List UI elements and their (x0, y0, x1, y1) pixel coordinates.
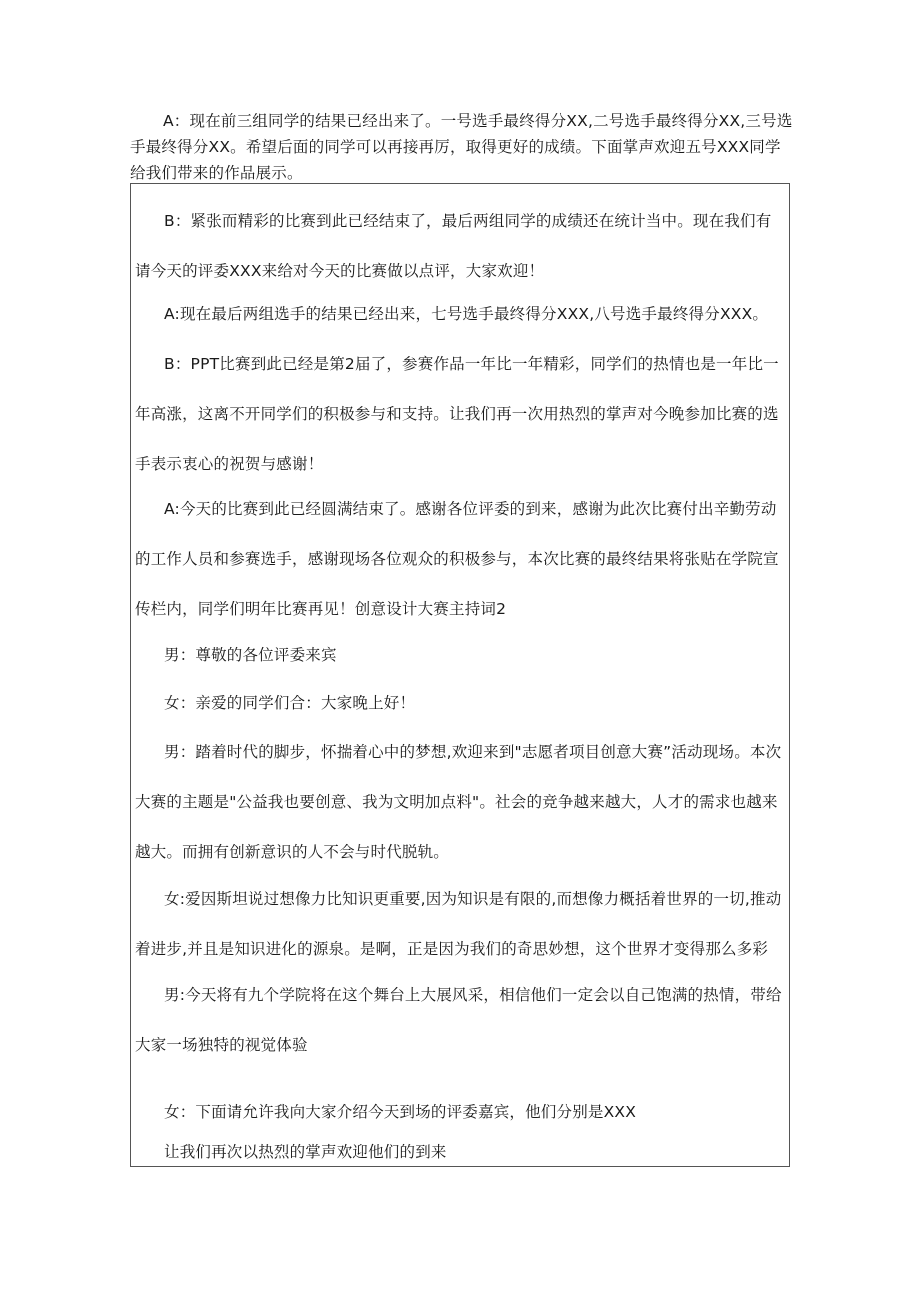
script-box (130, 183, 790, 1167)
paragraph-male-welcome: 男：尊敬的各位评委来宾 (164, 646, 337, 664)
paragraph-male-theme: 男：踏着时代的脚步，怀揣着心中的梦想,欢迎来到"志愿者项目创意大赛”活动现场。本次大赛的主题是"公益我也要创意、我为文明加点料"。社会的竞争越来越大，人才的需求也越来越大。而拥有创新意识的人不会与时代脱轨。 (135, 743, 782, 861)
paragraph-b-judges: B：紧张而精彩的比赛到此已经结束了，最后两组同学的成绩还在统计当中。现在我们有请今天的评委XXX来给对今天的比赛做以点评，大家欢迎！ (135, 212, 772, 280)
intro-paragraph: A：现在前三组同学的结果已经出来了。一号选手最终得分XX,二号选手最终得分XX,三号选手最终得分XX。希望后面的同学可以再接再厉，取得更好的成绩。下面掌声欢迎五号XXX同学给我们带来的作品展示。 (130, 112, 793, 182)
paragraph-a-closing: A:今天的比赛到此已经圆满结束了。感谢各位评委的到来，感谢为此次比赛付出辛勤劳动的工作人员和参赛选手，感谢现场各位观众的积极参与，本次比赛的最终结果将张贴在学院宣传栏内，同学们明年比赛再见！创意设计大赛主持词2 (135, 500, 779, 618)
paragraph-b-ppt-contest: B：PPT比赛到此已经是第2届了，参赛作品一年比一年精彩，同学们的热情也是一年比一年高涨，这离不开同学们的积极参与和支持。让我们再一次用热烈的掌声对今晚参加比赛的选手表示衷心的祝贺与感谢！ (135, 355, 779, 473)
paragraph-female-judges-intro: 女：下面请允许我向大家介绍今天到场的评委嘉宾，他们分别是XXX (164, 1103, 637, 1121)
paragraph-female-greeting: 女：亲爱的同学们合：大家晚上好！ (164, 694, 416, 712)
paragraph-female-einstein: 女:爱因斯坦说过想像力比知识更重要,因为知识是有限的,而想像力概括着世界的一切,推动着进步,并且是知识进化的源泉。是啊，正是因为我们的奇思妙想，这个世界才变得那么多彩 (135, 890, 782, 958)
paragraph-male-colleges: 男:今天将有九个学院将在这个舞台上大展风采，相信他们一定会以自己饱满的热情，带给大家一场独特的视觉体验 (135, 986, 782, 1054)
paragraph-applause: 让我们再次以热烈的掌声欢迎他们的到来 (164, 1143, 447, 1161)
paragraph-a-final-scores: A:现在最后两组选手的结果已经出来，七号选手最终得分XXX,八号选手最终得分XXX。 (164, 305, 769, 323)
